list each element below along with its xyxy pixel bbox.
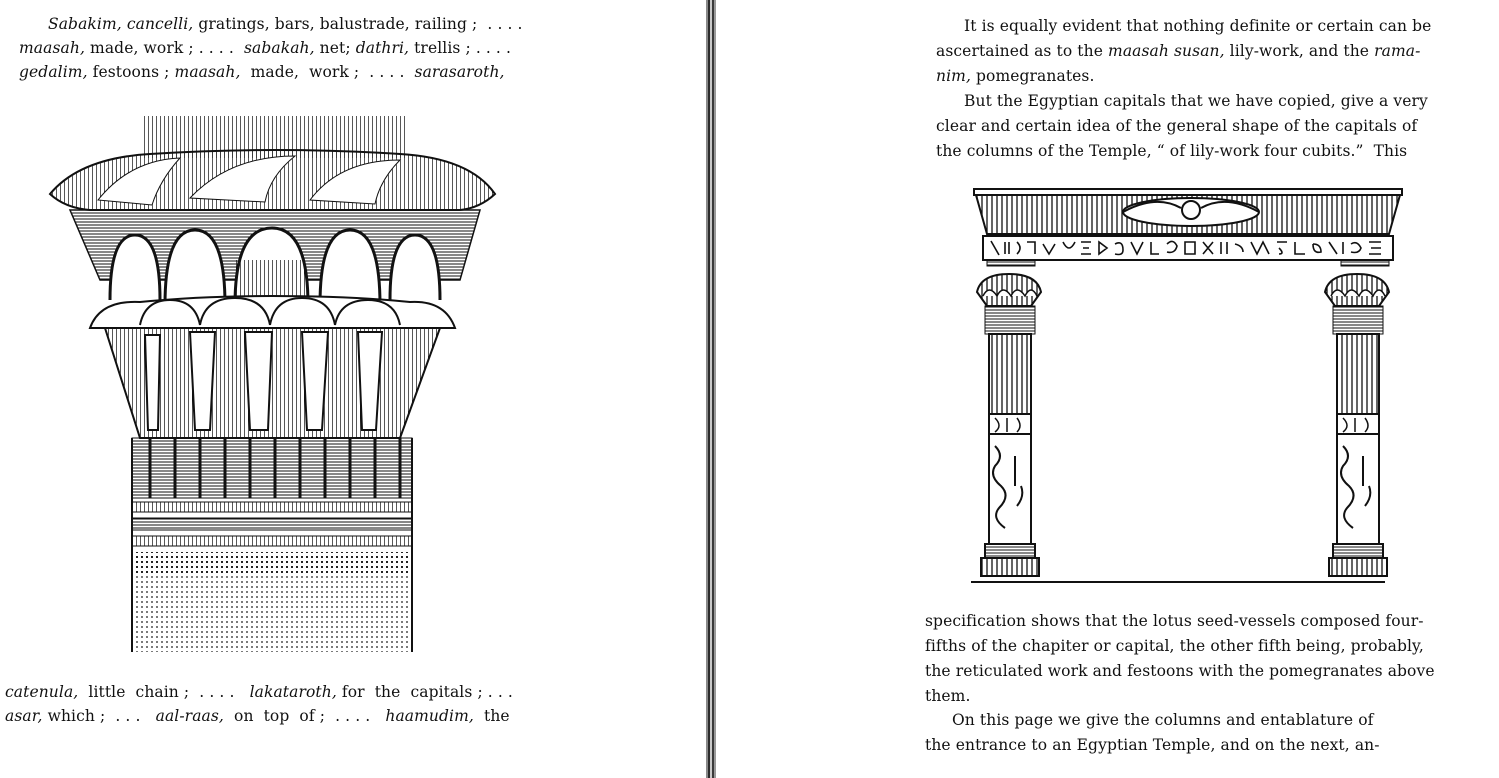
italic-term: sabakah, (243, 39, 315, 57)
text-run: lily-work, and the (1224, 42, 1375, 60)
text-run: On this page we give the columns and entablature of (952, 711, 1374, 729)
text-run: on top of ; . . . . (223, 707, 386, 725)
text-run: pomegranates. (970, 67, 1095, 85)
text-run: clear and certain idea of the general shape of the capitals of (936, 117, 1418, 135)
text-run: net; (314, 39, 356, 57)
right-top-line-3 (936, 66, 1095, 86)
text-run: little chain ; . . . . (78, 683, 250, 701)
right-bottom-line-5 (952, 710, 1374, 730)
left-bottom-line-2 (5, 706, 510, 726)
text-run: the entrance to an Egyptian Temple, and on the next, an- (925, 736, 1380, 754)
right-bottom-line-4 (925, 686, 971, 706)
right-top-line-4 (964, 91, 1428, 111)
left-bottom-line-1 (5, 682, 513, 702)
right-top-line-2 (936, 41, 1420, 61)
italic-term: asar, (5, 707, 43, 725)
text-run: But the Egyptian capitals that we have copied, give a very (964, 92, 1428, 110)
right-top-line-5 (936, 116, 1417, 136)
text-run: made, work ; . . . . (85, 39, 244, 57)
book-gutter (706, 0, 716, 778)
right-top-line-6 (936, 141, 1407, 161)
text-run: the columns of the Temple, “ of lily-work four cubits.” This (936, 142, 1408, 160)
right-bottom-line-3 (925, 661, 1435, 681)
left-top-line-1 (48, 14, 523, 34)
right-bottom-line-2 (925, 636, 1424, 656)
text-run: made, work ; . . . . (240, 63, 415, 81)
text-run: trellis ; . . . . (409, 39, 512, 57)
text-run: them. (925, 687, 971, 705)
right-bottom-line-6 (925, 735, 1380, 755)
italic-term: nim, (936, 67, 971, 85)
italic-term: Sabakim, (48, 15, 122, 33)
italic-term: catenula, (5, 683, 79, 701)
left-page (0, 0, 706, 778)
text-run: the reticulated work and festoons with the pomegranates above (925, 662, 1435, 680)
temple-entrance-illustration (971, 186, 1411, 588)
text-run: which ; . . . (42, 707, 156, 725)
italic-term: haamudim, (385, 707, 474, 725)
italic-term: dathri, (355, 39, 410, 57)
text-run: for the capitals ; . . . (336, 683, 513, 701)
lotus-capital-illustration (40, 110, 510, 658)
italic-term: aal-raas, (155, 707, 224, 725)
text-run: ascertained as to the (936, 42, 1109, 60)
right-page (716, 0, 1499, 778)
italic-term: lakataroth, (249, 683, 337, 701)
italic-term: rama- (1374, 42, 1421, 60)
text-run: specification shows that the lotus seed-vessels composed four- (925, 612, 1424, 630)
italic-term: gedalim, (19, 63, 88, 81)
left-top-line-3 (19, 62, 505, 82)
italic-term: cancelli, (126, 15, 194, 33)
right-top-line-1 (964, 16, 1431, 36)
italic-term: maasah, (174, 63, 241, 81)
italic-term: sarasaroth, (414, 63, 505, 81)
italic-term: maasah susan, (1108, 42, 1225, 60)
text-run: It is equally evident that nothing definite or certain can be (964, 17, 1432, 35)
text-run: fifths of the chapiter or capital, the other fifth being, probably, (925, 637, 1424, 655)
right-bottom-line-1 (925, 611, 1424, 631)
text-run: gratings, bars, balustrade, railing ; . . . . (193, 15, 523, 33)
text-run: the (473, 707, 510, 725)
left-top-line-2 (19, 38, 511, 58)
text-run: festoons ; (87, 63, 175, 81)
italic-term: maasah, (19, 39, 85, 57)
